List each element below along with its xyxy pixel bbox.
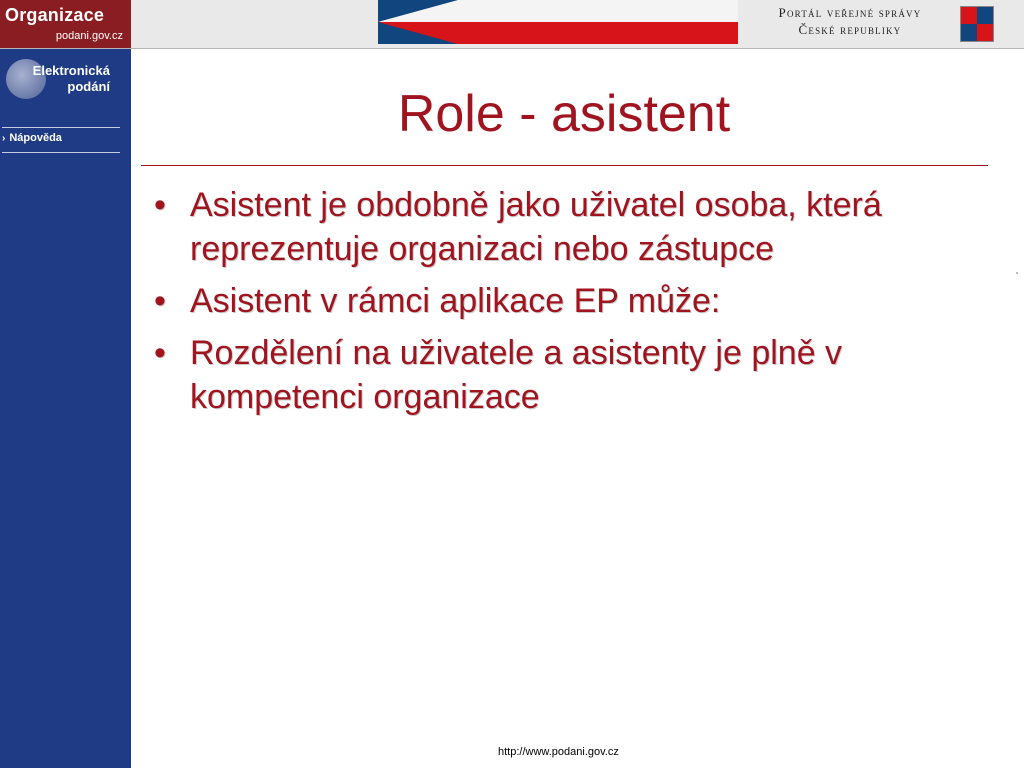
portal-line-1: Portál veřejné správy [778,5,922,20]
logo-domain: podani.gov.cz [55,30,123,42]
sidebar-title-line-2: podání [67,79,110,94]
title-divider [141,165,988,166]
bullet-item: • Rozdělení na uživatele a asistenty je plně v kompetenci organizace [150,331,980,419]
portal-line-2: České republiky [798,22,902,37]
decorative-dot [1016,272,1018,274]
organizace-logo[interactable] [0,0,131,48]
sidebar-item-label: Nápověda [9,132,62,144]
sidebar-item-napoveda[interactable] [2,132,62,144]
logo-title: Organizace [5,5,105,25]
footer-url: http://www.podani.gov.cz [498,746,619,758]
chevron-right-icon: › [2,132,6,144]
sidebar [0,49,131,768]
slide-title: Role - asistent [397,85,731,143]
sidebar-title-line-1: Elektronická [32,63,110,78]
sidebar-divider [2,127,120,128]
top-banner [0,0,1024,49]
bullet-item: • Asistent je obdobně jako uživatel osoba, která reprezentuje organizaci nebo zástupce [150,183,980,271]
sidebar-divider [2,152,120,153]
portal-heading[interactable] [750,4,950,38]
czech-flag-image [378,0,738,44]
coat-of-arms-icon [960,6,994,42]
bullet-item: • Asistent v rámci aplikace EP může: [150,279,980,323]
slide-content [150,183,980,427]
sidebar-title[interactable] [28,63,110,95]
